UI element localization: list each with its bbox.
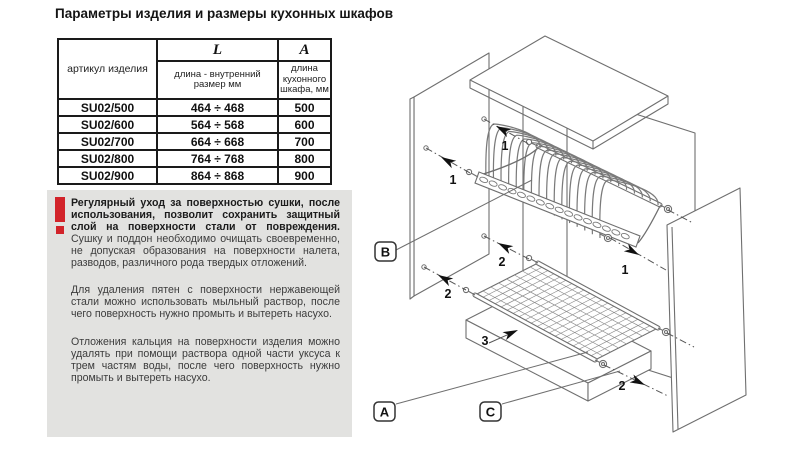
article-cell: SU02/800 (58, 150, 157, 167)
cabinet-length-cell: 800 (278, 150, 331, 167)
length-cell: 464 ÷ 468 (157, 99, 278, 116)
col-header-article: артикул изделия (58, 39, 157, 99)
care-paragraph-2: Для удаления пятен с поверхности нержавеющей стали можно использовать мыльный раствор, после чего поверхность нужно промыть и вытереть насухо. (71, 284, 340, 321)
callout-2-label: 2 (498, 255, 506, 269)
care-note (47, 190, 352, 437)
exclamation-icon (55, 197, 67, 234)
left-side-panel-edge (410, 97, 414, 299)
callout-1-label: 1 (501, 139, 509, 153)
length-cell: 864 ÷ 868 (157, 167, 278, 184)
callout-1-label: 1 (621, 263, 629, 277)
callout-2-label: 2 (618, 379, 626, 393)
page-title: Параметры изделия и размеры кухонных шкафов (55, 6, 394, 21)
table-row (58, 116, 331, 133)
table-row (58, 133, 331, 150)
table-row (58, 150, 331, 167)
article-cell: SU02/700 (58, 133, 157, 150)
exclamation-dot (56, 226, 64, 234)
cabinet-length-cell: 600 (278, 116, 331, 133)
part-label-a: A (379, 404, 390, 420)
col-header-a-symbol: A (278, 39, 331, 61)
exclamation-bar (55, 197, 65, 222)
callout-2-label: 2 (444, 287, 452, 301)
length-cell: 564 ÷ 568 (157, 116, 278, 133)
care-warning-rest: Сушку и поддон необходимо очищать своевременно, не допуская образования на поверхности налета, разводов, различного рода твердых отложений. (71, 232, 340, 269)
cabinet-length-cell: 500 (278, 99, 331, 116)
cabinet-length-cell: 700 (278, 133, 331, 150)
part-label-b: B (380, 244, 391, 260)
care-paragraph-1 (71, 198, 340, 269)
care-warning-bold: Регулярный уход за поверхностью сушки, после использования, позволит сохранить защитный слой на поверхности стали от повреждения. (71, 197, 340, 233)
cabinet-length-cell: 900 (278, 167, 331, 184)
col-header-l-desc: длина - внутренний размер мм (157, 61, 278, 99)
article-cell: SU02/600 (58, 116, 157, 133)
callout-3-label: 3 (481, 334, 489, 348)
length-cell: 664 ÷ 668 (157, 133, 278, 150)
length-cell: 764 ÷ 768 (157, 150, 278, 167)
article-cell: SU02/900 (58, 167, 157, 184)
right-side-panel (667, 188, 746, 432)
part-label-c: C (485, 404, 496, 420)
col-header-l-symbol: L (157, 39, 278, 61)
cabinet-assembly-diagram (370, 0, 800, 450)
col-header-a-desc: длина кухонного шкафа, мм (278, 61, 331, 99)
table-row (58, 167, 331, 184)
care-paragraph-3: Отложения кальция на поверхности изделия можно удалять при помощи раствора одной части уксуса к трем частям воды, после чего поверхность нужно промыть и вытереть насухо. (71, 336, 340, 384)
table-row (58, 99, 331, 116)
article-cell: SU02/500 (58, 99, 157, 116)
callout-1-label: 1 (449, 173, 457, 187)
dimensions-table (57, 38, 332, 185)
